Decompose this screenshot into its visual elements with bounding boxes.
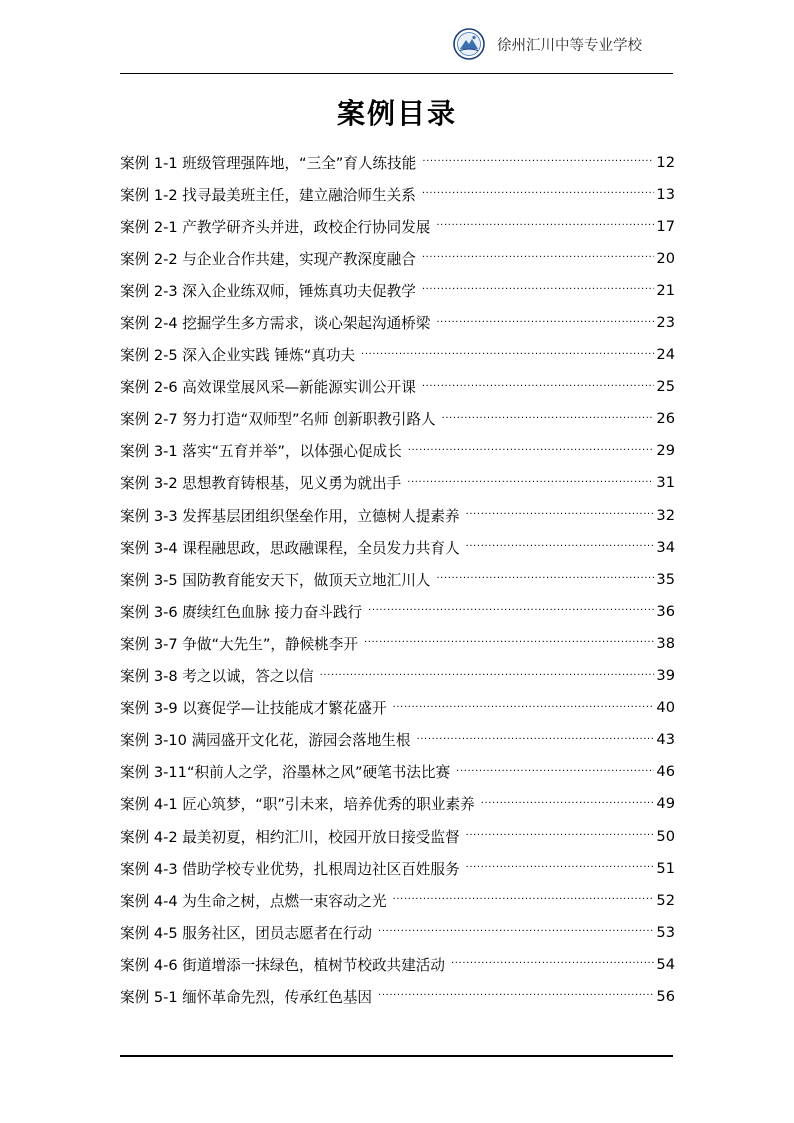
toc-entry[interactable] (120, 242, 675, 274)
toc-entry-page-number: 49 (656, 795, 675, 813)
toc-dot-leader (466, 508, 655, 522)
toc-entry-label: 案例 4-5 服务社区，团员志愿者在行动 (120, 924, 373, 942)
toc-entry-label: 案例 3-2 思想教育铸根基，见义勇为就出手 (120, 475, 402, 493)
toc-dot-leader (393, 701, 655, 715)
toc-dot-leader (378, 925, 654, 939)
toc-entry-label: 案例 3-10 满园盛开文化花，游园会落地生根 (120, 732, 411, 750)
footer-divider (120, 1055, 673, 1057)
toc-entry-page-number: 24 (656, 346, 675, 364)
toc-entry-label: 案例 2-2 与企业合作共建，实现产教深度融合 (120, 250, 416, 268)
toc-entry[interactable] (120, 499, 675, 531)
toc-dot-leader (466, 829, 655, 843)
toc-entry[interactable] (120, 916, 675, 948)
toc-entry-page-number: 36 (656, 602, 675, 620)
toc-entry[interactable] (120, 884, 675, 916)
toc-entry-page-number: 17 (656, 217, 675, 235)
toc-entry[interactable] (120, 403, 675, 435)
toc-entry-page-number: 23 (656, 314, 675, 332)
toc-entry-page-number: 46 (656, 763, 675, 781)
school-name: 徐州汇川中等专业学校 (497, 38, 642, 54)
toc-entry-label: 案例 3-11“积前人之学，浴墨林之风”硬笔书法比赛 (120, 764, 451, 782)
toc-entry-label: 案例 4-3 借助学校专业优势，扎根周边社区百姓服务 (120, 860, 460, 878)
toc-entry[interactable] (120, 563, 675, 595)
toc-entry[interactable] (120, 980, 675, 1012)
toc-dot-leader (422, 155, 654, 169)
toc-entry-page-number: 21 (656, 281, 675, 299)
toc-dot-leader (481, 797, 655, 811)
toc-entry-label: 案例 3-3 发挥基层团组织堡垒作用，立德树人提素养 (120, 507, 460, 525)
toc-entry-label: 案例 3-7 争做“大先生”，静候桃李开 (120, 635, 358, 653)
toc-entry-label: 案例 3-9 以赛促学—让技能成才繁花盛开 (120, 700, 387, 718)
toc-dot-leader (368, 604, 654, 618)
toc-entry[interactable] (120, 146, 675, 178)
toc-entry-page-number: 43 (656, 731, 675, 749)
toc-entry[interactable] (120, 178, 675, 210)
toc-entry[interactable] (120, 435, 675, 467)
toc-dot-leader (364, 636, 654, 650)
page-title: 案例目录 (336, 97, 457, 130)
toc-dot-leader (442, 412, 655, 426)
toc-entry-page-number: 32 (656, 506, 675, 524)
toc-entry-label: 案例 2-5 深入企业实践 锤炼“真功夫 (120, 347, 356, 365)
toc-entry[interactable] (120, 724, 675, 756)
toc-entry-label: 案例 5-1 缅怀革命先烈，传承红色基因 (120, 988, 373, 1006)
toc-entry-label: 案例 3-1 落实“五育并举”，以体强心促成长 (120, 443, 402, 461)
toc-entry[interactable] (120, 627, 675, 659)
toc-entry-page-number: 52 (656, 891, 675, 909)
toc-entry-label: 案例 1-1 班级管理强阵地，“三全”育人练技能 (120, 154, 417, 172)
toc-dot-leader (378, 989, 654, 1003)
toc-entry-page-number: 26 (656, 410, 675, 428)
toc-entry-page-number: 29 (656, 442, 675, 460)
header-divider (120, 73, 673, 74)
toc-entry[interactable] (120, 210, 675, 242)
toc-entry-page-number: 40 (656, 699, 675, 717)
toc-entry-page-number: 31 (656, 474, 675, 492)
toc-entry[interactable] (120, 595, 675, 627)
toc-entry-label: 案例 2-1 产教学研齐头并进，政校企行协同发展 (120, 218, 431, 236)
toc-entry[interactable] (120, 467, 675, 499)
toc-entry-page-number: 50 (656, 827, 675, 845)
school-logo-icon (453, 28, 485, 60)
toc-entry-label: 案例 4-2 最美初夏，相约汇川，校园开放日接受监督 (120, 828, 460, 846)
toc-entry-page-number: 25 (656, 378, 675, 396)
toc-entry-page-number: 53 (656, 923, 675, 941)
toc-dot-leader (393, 893, 655, 907)
toc-entry-label: 案例 3-8 考之以诚，答之以信 (120, 668, 314, 686)
toc-entry[interactable] (120, 339, 675, 371)
toc-dot-leader (407, 476, 654, 490)
toc-entry-label: 案例 2-7 努力打造“双师型”名师 创新职教引路人 (120, 411, 436, 429)
toc-entry-label: 案例 2-3 深入企业练双师，锤炼真功夫促教学 (120, 282, 416, 300)
toc-entry-label: 案例 4-6 街道增添一抹绿色，植树节校政共建活动 (120, 956, 445, 974)
toc-entry[interactable] (120, 660, 675, 692)
toc-dot-leader (408, 444, 655, 458)
toc-entry[interactable] (120, 756, 675, 788)
toc-entry-label: 案例 2-6 高效课堂展风采—新能源实训公开课 (120, 379, 416, 397)
toc-dot-leader (436, 572, 654, 586)
toc-entry[interactable] (120, 274, 675, 306)
toc-entry-page-number: 56 (656, 987, 675, 1005)
toc-dot-leader (422, 187, 655, 201)
page-header (120, 22, 673, 74)
toc-dot-leader (466, 861, 655, 875)
toc-entry-page-number: 13 (656, 185, 675, 203)
toc-dot-leader (320, 669, 655, 683)
table-of-contents (120, 146, 675, 1013)
toc-entry[interactable] (120, 788, 675, 820)
toc-dot-leader (417, 733, 655, 747)
toc-dot-leader (436, 316, 654, 330)
toc-dot-leader (451, 957, 654, 971)
toc-entry[interactable] (120, 820, 675, 852)
toc-entry-label: 案例 3-5 国防教育能安天下，做顶天立地汇川人 (120, 571, 431, 589)
toc-entry-page-number: 39 (656, 667, 675, 685)
toc-dot-leader (422, 283, 655, 297)
toc-entry[interactable] (120, 692, 675, 724)
toc-entry[interactable] (120, 948, 675, 980)
toc-entry-label: 案例 4-1 匠心筑梦，“职”引未来，培养优秀的职业素养 (120, 796, 475, 814)
toc-entry-label: 案例 3-6 赓续红色血脉 接力奋斗践行 (120, 603, 363, 621)
toc-entry[interactable] (120, 852, 675, 884)
toc-dot-leader (456, 765, 654, 779)
toc-entry-page-number: 38 (656, 634, 675, 652)
toc-entry-label: 案例 3-4 课程融思政，思政融课程，全员发力共育人 (120, 539, 460, 557)
toc-entry-label: 案例 4-4 为生命之树，点燃一束容动之光 (120, 892, 387, 910)
toc-entry-page-number: 54 (656, 955, 675, 973)
toc-dot-leader (422, 251, 655, 265)
toc-entry-page-number: 12 (656, 153, 675, 171)
toc-entry[interactable] (120, 531, 675, 563)
toc-dot-leader (466, 540, 655, 554)
toc-entry-page-number: 34 (656, 538, 675, 556)
toc-entry-label: 案例 1-2 找寻最美班主任，建立融洽师生关系 (120, 186, 416, 204)
toc-entry-label: 案例 2-4 挖掘学生多方需求，谈心架起沟通桥梁 (120, 315, 431, 333)
toc-entry-page-number: 35 (656, 570, 675, 588)
toc-entry-page-number: 20 (656, 249, 675, 267)
toc-entry[interactable] (120, 371, 675, 403)
toc-entry-page-number: 51 (656, 859, 675, 877)
toc-dot-leader (422, 380, 655, 394)
toc-dot-leader (436, 219, 654, 233)
toc-dot-leader (361, 348, 654, 362)
toc-entry[interactable] (120, 306, 675, 338)
